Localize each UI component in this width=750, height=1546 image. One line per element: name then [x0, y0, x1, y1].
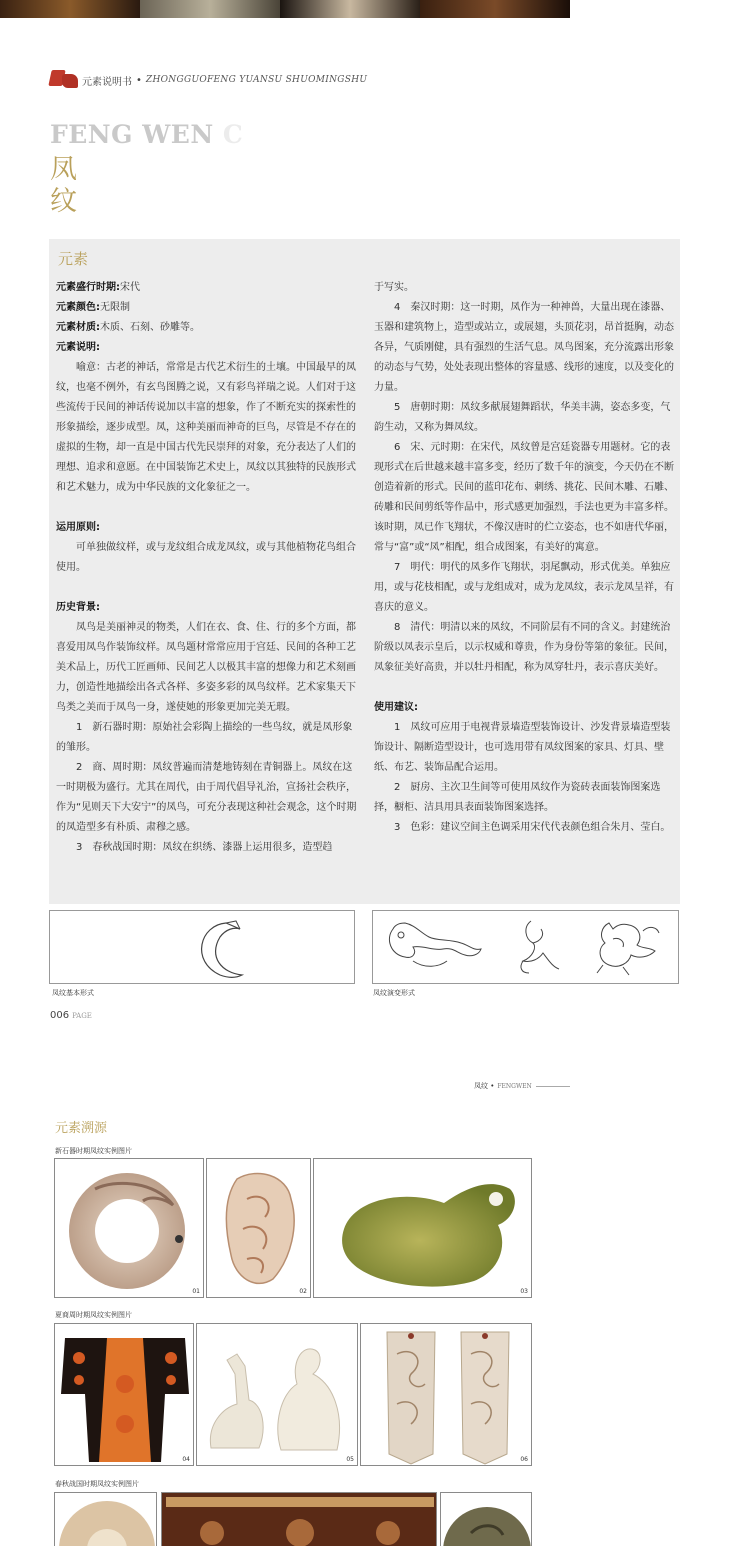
paragraph-text: 2 商、周时期：凤纹普遍而清楚地铸刻在青铜器上。凤纹在这一时期极为盛行。尤其在周代，由于周代倡导礼治，宣扬社会秩序，作为“见则天下大安宁”的凤鸟，可充分表现这种社会观念，这个时期的凤造型多有朴质、肃穆之感。	[56, 762, 357, 833]
page-number	[50, 1010, 92, 1021]
photo-jade-disc	[54, 1492, 157, 1546]
field-label: 使用建议:	[374, 702, 418, 713]
paragraph	[56, 758, 357, 838]
paragraph-text: 3 春秋战国时期：凤纹在织绣、漆器上运用很多，造型趋	[76, 842, 333, 853]
paragraph-text: 4 秦汉时期：这一时期，凤作为一种神兽，大量出现在漆器、玉器和建筑物上，造型或站立，或展翅，头顶花羽，昂首挺胸，动态各异，气质刚健，具有强烈的生活气息。凤鸟图案，充分流露出形象的动态与气势，处处表现出整体的容量感、线形的速度，以及变化的力量。	[374, 302, 674, 393]
paragraph-text: 2 厨房、主次卫生间等可使用凤纹作为瓷砖表面装饰图案选择，橱柜、洁具用具表面装饰图案选择。	[374, 782, 661, 813]
paragraph-text: 可单独做纹样，或与龙纹组合成龙凤纹，或与其他植物花鸟组合使用。	[56, 542, 356, 573]
field-value: 宋代	[120, 282, 140, 293]
paragraph	[374, 618, 676, 678]
title-en	[50, 120, 243, 149]
field-row	[56, 278, 357, 298]
title-cn-line: 纹	[50, 186, 77, 217]
paragraph-gap	[374, 678, 676, 698]
paragraph	[56, 838, 357, 858]
panel-left-column	[56, 278, 357, 858]
paragraph	[56, 538, 357, 578]
series-logo-icon	[50, 68, 80, 92]
paragraph	[374, 778, 676, 818]
field-label: 历史背景:	[56, 602, 100, 613]
title-cn-line: 凤	[50, 154, 77, 185]
paragraph	[374, 818, 676, 838]
paragraph	[374, 398, 676, 438]
photo-number: 06	[520, 1456, 528, 1463]
top-photo-strip	[0, 0, 570, 18]
photo-green-jade-bird	[313, 1158, 532, 1298]
group-caption: 新石器时期凤纹实例图片	[55, 1147, 132, 1155]
running-header-cn: 凤纹 •	[474, 1082, 495, 1090]
photo-number: 02	[299, 1288, 307, 1295]
running-header-rule	[536, 1086, 570, 1087]
section-title: 元素溯源	[55, 1121, 108, 1136]
paragraph-text: 7 明代：明代的凤多作飞翔状，羽尾飘动，形式优美。单独应用，或与花枝相配，或与龙组成对，成为龙凤纹，表示龙凤呈祥，有喜庆的意义。	[374, 562, 674, 613]
field-label: 元素说明:	[56, 342, 100, 353]
strip-photo	[420, 0, 570, 18]
paragraph	[374, 558, 676, 618]
field-row	[56, 598, 357, 618]
field-label: 运用原则:	[56, 522, 100, 533]
photo-carved-jade-plaque	[206, 1158, 311, 1298]
field-row	[56, 298, 357, 318]
field-value: 无限制	[100, 302, 130, 313]
paragraph-text: 1 凤纹可应用于电视背景墙造型装饰设计、沙发背景墙造型装饰设计、隔断造型设计，也可选用带有凤纹图案的家具、灯具、壁纸、布艺、装饰品配合运用。	[374, 722, 671, 773]
variant-pattern-caption: 凤纹演变形式	[373, 989, 415, 997]
title-en-text: FENG WEN	[50, 120, 214, 149]
running-header-en: FENGWEN	[497, 1082, 532, 1090]
series-title-en: ZHONGGUOFENG YUANSU SHUOMINGSHU	[145, 75, 368, 85]
paragraph-text: 5 唐朝时期：凤纹多献展翅舞蹈状，华美丰满，姿态多变，气韵生动，又称为舞凤纹。	[374, 402, 671, 433]
variant-pattern-box	[372, 910, 679, 984]
panel-right-column	[374, 278, 676, 838]
title-en-tail: C	[222, 120, 244, 149]
field-value: 木质、石刻、砂雕等。	[100, 322, 200, 333]
photo-jade-phoenix-ring	[54, 1158, 204, 1298]
field-row	[56, 318, 357, 338]
paragraph-gap	[56, 498, 357, 518]
running-header	[474, 1081, 570, 1091]
paragraph	[374, 278, 676, 298]
paragraph-text: 8 清代：明清以来的凤纹，不同阶层有不同的含义。封建统治阶级以凤表示皇后，以示权威和尊贵，作为身份等第的象征。民间，凤象征美好高贵，并以牡丹相配，称为凤穿牡丹，表示喜庆美好。	[374, 622, 674, 673]
page-label: PAGE	[72, 1012, 92, 1020]
paragraph	[374, 298, 676, 398]
photo-number: 03	[520, 1288, 528, 1295]
paragraph-text: 于写实。	[374, 282, 414, 293]
paragraph-text: 1 新石器时期：原始社会彩陶上描绘的一些鸟纹，就是凤形象的雏形。	[56, 722, 353, 753]
panel-title: 元素	[58, 250, 89, 268]
group-caption: 夏商周时期凤纹实例图片	[55, 1311, 132, 1319]
paragraph-text: 6 宋、元时期：在宋代，凤纹曾是宫廷瓷器专用题材。它的表现形式在后世越来越丰富多变，经历了数千年的演变，今天仍在不断创造着新的形式。民间的蓝印花布、刺绣、挑花、民间木雕、石雕、砖雕和民间剪纸等作品中，形式感更加强烈，手法也更为丰富多样。该时期，凤已作飞翔状，不像汉唐时的伫立姿态，也不如唐代华丽，常与“富”或“凤”相配，组合成图案，有美好的寓意。	[374, 442, 674, 553]
field-row	[56, 338, 357, 358]
paragraph-text: 喻意：古老的神话，常常是古代艺术衍生的土壤。中国最早的凤纹，也毫不例外，有玄鸟图腾之说，又有彩鸟祥瑞之说。人们对于这些流传于民间的神话传说加以丰富的想象，作了不断充实的探索性的形象描绘，逐步成型。凤，这种美丽而神奇的巨鸟，尽管是不存在的虚拟的生物，却一直是中国古代先民崇拜的对象，充分表达了人们的理想、追求和意愿。在中国装饰艺术史上，凤纹以其独特的民族形式和艺术魅力，成为中华民族的文化象征之一。	[56, 362, 356, 493]
page-number-value: 006	[50, 1010, 70, 1021]
photo-bronze-mirror	[440, 1492, 532, 1546]
field-label: 元素材质:	[56, 322, 100, 333]
field-label: 元素颜色:	[56, 302, 100, 313]
strip-photo	[280, 0, 420, 18]
paragraph	[56, 358, 357, 498]
series-title-cn: 元素说明书	[82, 76, 132, 88]
photo-white-jade-birds	[196, 1323, 358, 1466]
title-cn	[50, 154, 82, 218]
paragraph	[374, 438, 676, 558]
strip-photo	[140, 0, 280, 18]
paragraph	[374, 718, 676, 778]
photo-number: 01	[192, 1288, 200, 1295]
paragraph-text: 凤鸟是美丽神灵的物类，人们在衣、食、住、行的多个方面，都喜爱用凤鸟作装饰纹样。凤鸟题材常常应用于宫廷、民间的各种工艺美术品上，历代工匠画师、民间艺人以极其丰富的想像力和艺术刻画力，创造性地描绘出各式各样、多姿多彩的凤鸟纹样。艺术家集天下鸟类之美而于凤鸟一身，遂使她的形象更加完美无瑕。	[56, 622, 356, 713]
basic-pattern-caption: 凤纹基本形式	[52, 989, 94, 997]
variant-phoenix-patterns-icon	[373, 911, 680, 985]
photo-carved-panel	[161, 1492, 437, 1546]
group-caption: 春秋战国时期凤纹实例图片	[55, 1480, 139, 1488]
separator-dot: •	[136, 74, 142, 86]
paragraph-gap	[56, 578, 357, 598]
paragraph	[56, 718, 357, 758]
field-row	[56, 518, 357, 538]
photo-jade-tablets	[360, 1323, 532, 1466]
field-label: 元素盛行时期:	[56, 282, 120, 293]
paragraph-text: 3 色彩：建议空间主色调采用宋代代表颜色组合朱月、莹白。	[394, 822, 671, 833]
series-header	[50, 68, 367, 92]
photo-number: 05	[346, 1456, 354, 1463]
photo-embroidered-robe	[54, 1323, 194, 1466]
paragraph	[56, 618, 357, 718]
photo-number: 04	[182, 1456, 190, 1463]
strip-photo	[0, 0, 140, 18]
basic-phoenix-pattern-icon	[50, 911, 356, 985]
field-row	[374, 698, 676, 718]
basic-pattern-box	[49, 910, 355, 984]
